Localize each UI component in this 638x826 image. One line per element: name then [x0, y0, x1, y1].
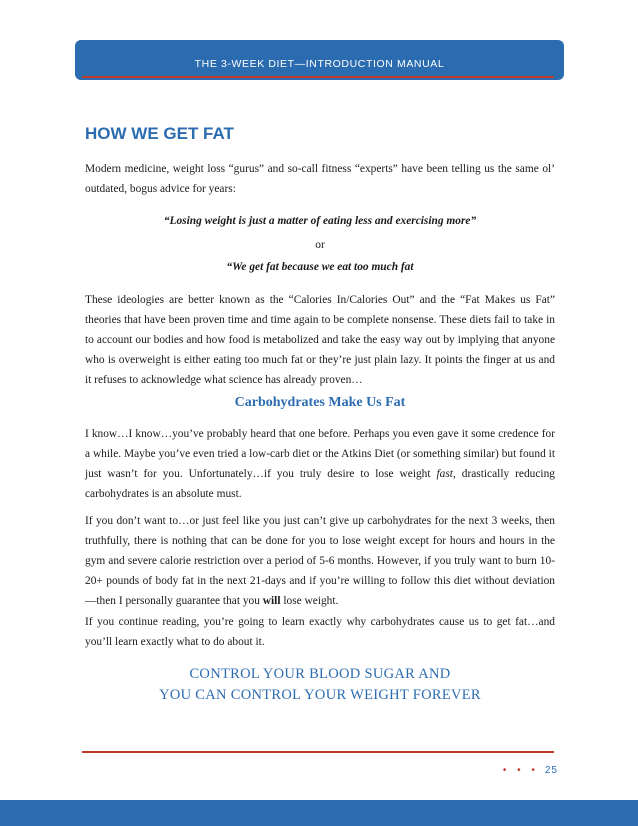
footer-band	[0, 800, 638, 826]
guarantee-paragraph	[85, 511, 555, 611]
footer-divider	[82, 751, 554, 753]
guarantee-text-1: If you don’t want to…or just feel like you just can’t give up carbohydrates for the next 3 weeks, then truthfully, there is nothing that can be done for you to lose weight except for hours and hours in the gym and severe calorie restriction over a period of 5-6 months. However, if you truly want to burn 10-20+ pounds of body fat in the next 21-days and if you’re willing to follow this diet without deviation—then I personally guarantee that you	[85, 515, 555, 607]
header-divider	[82, 76, 554, 78]
subheading-carbs: Carbohydrates Make Us Fat	[234, 395, 406, 410]
quote-fat: “We get fat because we eat too much fat	[226, 261, 414, 273]
continue-paragraph: If you continue reading, you’re going to learn exactly why carbohydrates cause us to get fat…and you’ll learn exactly what to do about it.	[85, 616, 555, 648]
intro-paragraph: Modern medicine, weight loss “gurus” and so-call fitness “experts” have been telling us the same ol’ outdated, bogus advice for years:	[85, 163, 555, 195]
emphasis-will: will	[262, 595, 281, 607]
header-band	[75, 40, 564, 80]
guarantee-text-2: lose weight.	[280, 595, 339, 607]
carbs-text-2: , drastically reducing carbohydrates is an absolute must.	[85, 468, 555, 500]
ideologies-paragraph: These ideologies are better known as the “Calories In/Calories Out” and the “Fat Makes us Fat” theories that have been proven time and time again to be complete nonsense. These diets fail to take in to account our bodies and how food is metabolized and take the easy way out by implying that anyone who is overweight is either eating too much fat or they’re just plain lazy. It points the finger at us and it refuses to acknowledge what science has already proven…	[85, 294, 555, 386]
page-dots: • • •	[502, 765, 539, 776]
header-title: THE 3-WEEK DIET—INTRODUCTION MANUAL	[194, 58, 445, 70]
quote-or: or	[315, 239, 325, 251]
page-number-value: 25	[544, 765, 558, 776]
carbs-paragraph	[85, 424, 555, 504]
carbs-text-1: I know…I know…you’ve probably heard that one before. Perhaps you even gave it some credence for a while. Maybe you’ve even tried a low-carb diet or the Atkins Diet (or something similar) but found it just wasn’t for you. Unfortunately…if you truly desire to lose weight	[85, 428, 555, 480]
emphasis-fast: fast	[436, 468, 453, 480]
section-heading: HOW WE GET FAT	[85, 124, 234, 143]
callout	[85, 664, 555, 706]
callout-line-1: CONTROL YOUR BLOOD SUGAR AND	[189, 666, 451, 682]
page-number	[503, 765, 558, 776]
quote-calories: “Losing weight is just a matter of eating less and exercising more”	[163, 215, 477, 227]
callout-line-2: YOU CAN CONTROL YOUR WEIGHT FOREVER	[159, 687, 481, 703]
